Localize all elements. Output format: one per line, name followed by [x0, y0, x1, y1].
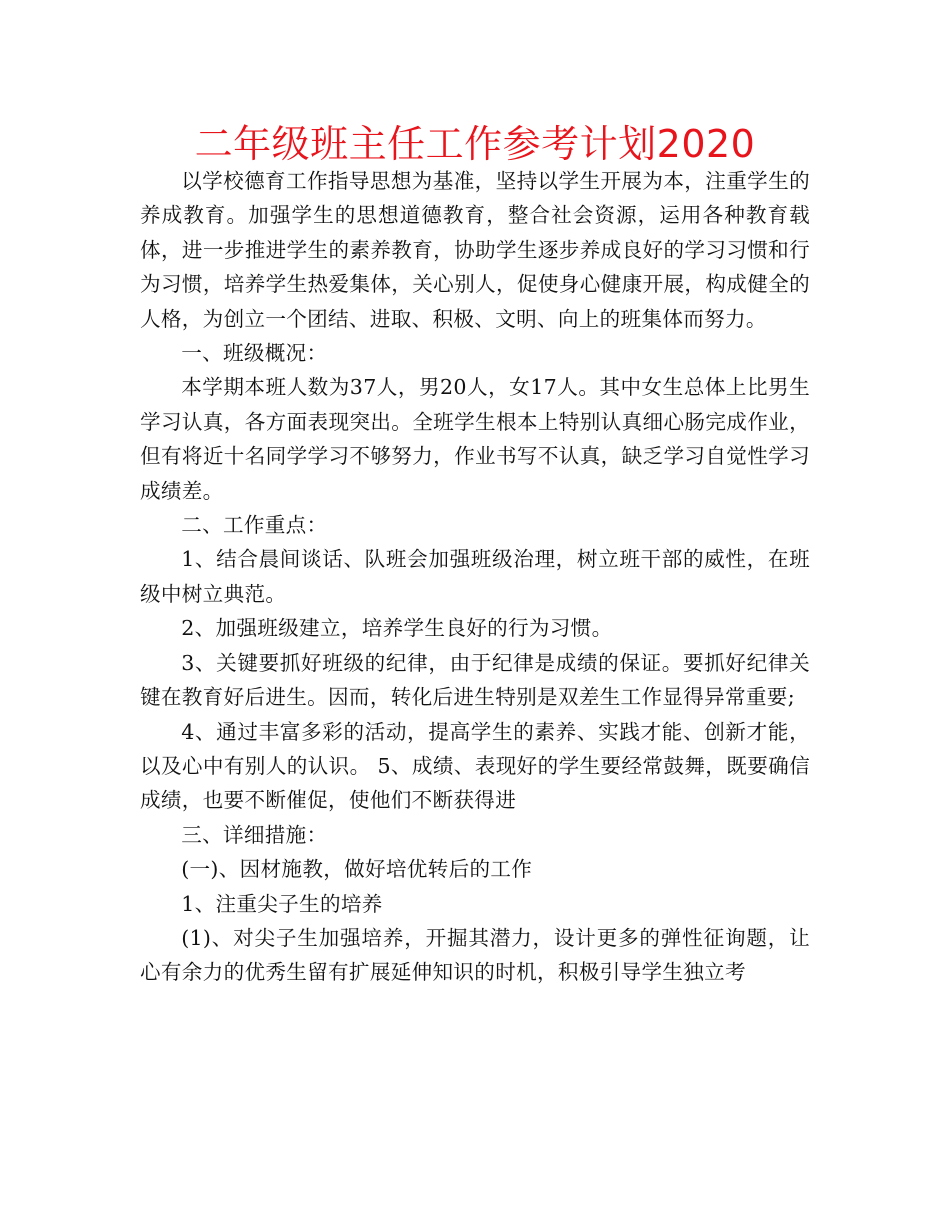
- section-heading-class-overview: 一、班级概况：: [181, 341, 328, 366]
- work-focus-item-1: 1、结合晨间谈话、队班会加强班级治理，树立班干部的威性，在班级中树立典范。: [140, 547, 810, 606]
- work-focus-item-4-5: 4、通过丰富多彩的活动，提高学生的素养、实践才能、创新才能，以及心中有别人的认识。 5、成绩、表现好的学生要经常鼓舞，既要确信成绩，也要不断催促，使他们不断获得进: [140, 719, 810, 813]
- intro-paragraph: 以学校德育工作指导思想为基准，坚持以学生开展为本，注重学生的养成教育。加强学生的思想道德教育，整合社会资源，运用各种教育载体，进一步推进学生的素养教育，协助学生逐步养成良好的学习习惯和行为习惯，培养学生热爱集体，关心别人，促使身心健康开展，构成健全的人格，为创立一个团结、进取、积极、文明、向上的班集体而努力。: [140, 169, 810, 331]
- section-heading-measures: 三、详细措施：: [181, 822, 328, 847]
- class-overview-paragraph: 本学期本班人数为37人，男20人，女17人。其中女生总体上比男生学习认真，各方面表现突出。全班学生根本上特别认真细心肠完成作业，但有将近十名同学学习不够努力，作业书写不认真，缺乏学习自觉性学习成绩差。: [140, 375, 810, 503]
- document-title: 二年级班主任工作参考计划2020: [194, 122, 756, 166]
- measures-item-1-1: (1)、对尖子生加强培养，开掘其潜力，设计更多的弹性征询题，让心有余力的优秀生留有扩展延伸知识的时机，积极引导学生独立考: [140, 925, 810, 985]
- work-focus-item-2: 2、加强班级建立，培养学生良好的行为习惯。: [181, 616, 613, 641]
- work-focus-item-3: 3、关键要抓好班级的纪律，由于纪律是成绩的保证。要抓好纪律关键在教育好后进生。因而，转化后进生特别是双差生工作显得异常重要;: [140, 650, 810, 710]
- measures-item-1: 1、注重尖子生的培养: [181, 891, 383, 916]
- measures-subheading-1: (一)、因材施教，做好培优转后的工作: [181, 857, 533, 882]
- section-heading-work-focus: 二、工作重点：: [181, 513, 328, 538]
- document-body: [140, 164, 810, 990]
